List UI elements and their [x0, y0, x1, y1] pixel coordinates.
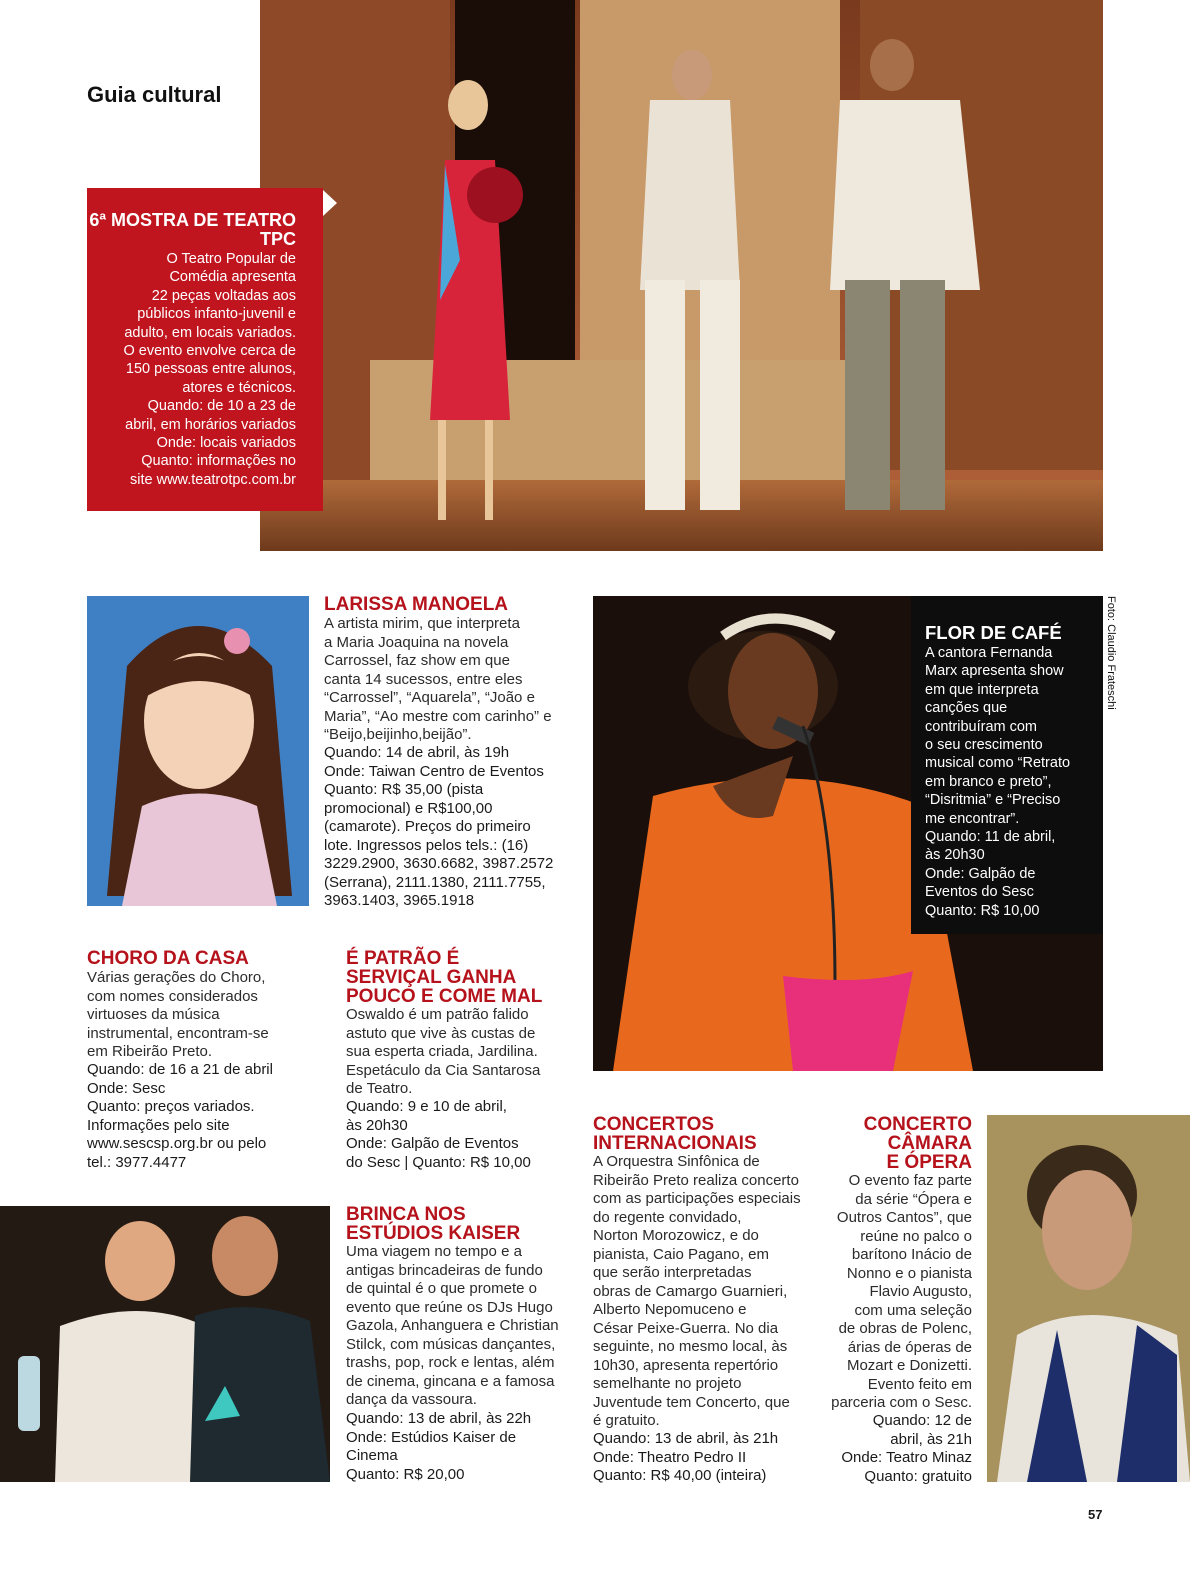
larissa-info-line: promocional) e R$100,00	[324, 799, 493, 817]
camara-desc-line: Evento feito em	[867, 1375, 972, 1393]
brinca-desc-line: evento que reúne os DJs Hugo	[346, 1298, 553, 1316]
brinca-desc-line: antigas brincadeiras de fundo	[346, 1261, 543, 1279]
flor-line: musical como “Retrato	[925, 755, 1071, 772]
choro-desc-line: Várias gerações do Choro,	[87, 969, 266, 986]
patrao-info-line: do Sesc | Quanto: R$ 10,00	[346, 1153, 531, 1171]
mostra-line: 22 peças voltadas aos	[151, 287, 296, 304]
concertos-desc-line: seguinte, no mesmo local, às	[593, 1338, 788, 1355]
camara-desc	[820, 1172, 972, 1413]
brinca-heading-line: ESTÚDIOS KAISER	[346, 1223, 521, 1244]
mostra-line: Quando: de 10 a 23 de	[147, 398, 296, 415]
concertos-info-line: Onde: Theatro Pedro II	[593, 1448, 747, 1466]
flor-line: Eventos do Sesc	[925, 884, 1034, 901]
concertos-desc-line: Ribeirão Preto realiza concerto	[593, 1171, 799, 1189]
larissa-desc	[324, 615, 564, 745]
larissa-desc-line: “Carrossel”, “Aquarela”, “João e	[324, 689, 535, 706]
flor-text	[925, 644, 1103, 920]
choro-info-line: Quando: de 16 a 21 de abril	[87, 1061, 273, 1078]
concertos-desc	[593, 1153, 828, 1431]
mostra-line: atores e técnicos.	[182, 379, 296, 396]
patrao-info-line: Quando: 9 e 10 de abril,	[346, 1098, 507, 1115]
concertos-info-line: Quando: 13 de abril, às 21h	[593, 1430, 779, 1447]
flor-line: canções que	[925, 700, 1008, 717]
patrao-heading-line: POUCO E COME MAL	[346, 986, 543, 1007]
choro-info-line: Onde: Sesc	[87, 1079, 166, 1097]
mostra-heading: 6ª MOSTRA DE TEATRO TPC	[89, 210, 296, 249]
patrao-desc-line: Espetáculo da Cia Santarosa	[346, 1061, 541, 1079]
brinca-info-line: Onde: Estúdios Kaiser de	[346, 1428, 517, 1446]
brinca-desc-line: Uma viagem no tempo e a	[346, 1243, 522, 1260]
concertos-info-line: Quanto: R$ 40,00 (inteira)	[593, 1467, 767, 1484]
patrao-desc	[346, 1006, 571, 1099]
flor-line: em branco e preto”,	[925, 773, 1052, 790]
larissa-desc-line: A artista mirim, que interpreta	[324, 615, 520, 632]
camara-desc-line: Outros Cantos”, que	[836, 1209, 972, 1226]
flor-box	[911, 596, 1103, 934]
mostra-line: Comédia apresenta	[169, 269, 296, 286]
brinca-desc-line: dança da vassoura.	[346, 1391, 477, 1408]
mostra-line: abril, em horários variados	[125, 416, 296, 433]
patrao-heading-line: É PATRÃO É	[346, 948, 460, 969]
brinca-info-line: Quando: 13 de abril, às 22h	[346, 1410, 532, 1427]
patrao-desc-line: de Teatro.	[346, 1080, 413, 1097]
mostra-box	[87, 188, 323, 511]
flor-line: Onde: Galpão de	[925, 865, 1036, 882]
larissa-desc-line: canta 14 sucessos, entre eles	[324, 670, 523, 688]
camara-info-line: abril, às 21h	[890, 1430, 972, 1448]
brinca-info-line: Quanto: R$ 20,00	[346, 1465, 465, 1483]
camara-info	[820, 1412, 972, 1486]
mostra-line: 150 pessoas entre alunos,	[125, 361, 296, 378]
camara-desc-line: Nonno e o pianista	[846, 1264, 972, 1282]
choro-desc-line: em Ribeirão Preto.	[87, 1043, 213, 1060]
flor-line: às 20h30	[925, 847, 985, 864]
larissa-info-line: Quando: 14 de abril, às 19h	[324, 744, 510, 761]
camara-heading	[820, 1115, 972, 1172]
camara-desc-line: de obras de Polenc,	[838, 1320, 972, 1337]
camara-info-line: Quando: 12 de	[872, 1412, 972, 1429]
larissa-desc-line: a Maria Joaquina na novela	[324, 633, 509, 651]
concertos-desc-line: com as participações especiais	[593, 1190, 801, 1207]
brinca-desc-line: de cinema, gincana e a famosa	[346, 1372, 555, 1390]
concertos-desc-line: Alberto Nepomuceno e	[593, 1301, 747, 1318]
larissa-info-line: Quanto: R$ 35,00 (pista	[324, 781, 484, 798]
choro-info	[87, 1061, 322, 1172]
larissa-info-line: (camarote). Preços do primeiro	[324, 818, 531, 835]
concertos-desc-line: César Peixe-Guerra. No dia	[593, 1319, 779, 1337]
choro-info-line: tel.: 3977.4477	[87, 1153, 187, 1171]
brinca-desc-line: Stilck, com músicas dançantes,	[346, 1335, 556, 1353]
larissa-desc-line: Carrossel, faz show em que	[324, 652, 510, 669]
page-number: 57	[1088, 1507, 1103, 1522]
camara-desc-line: O evento faz parte	[848, 1172, 972, 1189]
brinca-desc	[346, 1243, 571, 1410]
concertos-desc-line: A Orquestra Sinfônica de	[593, 1153, 760, 1170]
flor-line: contribuíram com	[925, 718, 1038, 735]
larissa-info-line: (Serrana), 2111.1380, 2111.7755,	[324, 873, 546, 891]
camara-desc-line: Flavio Augusto,	[869, 1283, 972, 1300]
flor-line: me encontrar”.	[925, 810, 1020, 827]
camara-desc-line: com uma seleção	[854, 1301, 972, 1319]
concertos-info	[593, 1430, 828, 1486]
brinca-desc-line: Gazola, Anhanguera e Christian	[346, 1317, 559, 1334]
choro-info-line: www.sescsp.org.br ou pelo	[87, 1135, 267, 1152]
camara-desc-line: Mozart e Donizetti.	[846, 1357, 972, 1374]
concertos-desc-line: obras de Camargo Guarnieri,	[593, 1282, 788, 1300]
larissa-desc-line: “Beijo,beijinho,beijão”.	[324, 726, 472, 743]
section-title: Guia cultural	[87, 82, 222, 107]
camara-info-line: Onde: Teatro Minaz	[841, 1449, 972, 1466]
larissa-info-line: 3229.2900, 3630.6682, 3987.2572	[324, 855, 554, 872]
larissa-info	[324, 744, 569, 911]
larissa-info-line: 3963.1403, 3965.1918	[324, 892, 475, 909]
larissa-info-line: Onde: Taiwan Centro de Eventos	[324, 762, 544, 780]
camara-desc-line: parceria com o Sesc.	[831, 1394, 972, 1411]
concertos-desc-line: que serão interpretadas	[593, 1264, 752, 1281]
mostra-line: Quanto: informações no	[141, 453, 296, 470]
concertos-heading-line: INTERNACIONAIS	[593, 1133, 757, 1154]
flor-line: “Disritmia” e “Preciso	[925, 792, 1061, 809]
patrao-info-line: às 20h30	[346, 1116, 408, 1134]
camara-desc-line: da série “Ópera e	[855, 1190, 972, 1208]
patrao-heading	[346, 949, 542, 1006]
larissa-portrait-image	[87, 596, 309, 906]
concertos-heading-line: CONCERTOS	[593, 1114, 715, 1135]
choro-desc-line: virtuoses da música	[87, 1006, 220, 1023]
concertos-heading	[593, 1115, 757, 1153]
patrao-desc-line: Oswaldo é um patrão falido	[346, 1006, 529, 1023]
patrao-desc-line: sua esperta criada, Jardilina.	[346, 1043, 538, 1060]
camara-heading-line: CÂMARA	[887, 1133, 972, 1154]
camara-desc-line: árias de óperas de	[847, 1338, 972, 1356]
theatre-scene-image	[260, 0, 1103, 551]
djs-party-image	[0, 1206, 330, 1482]
mostra-line: adulto, em locais variados.	[124, 324, 296, 341]
choro-info-line: Informações pelo site	[87, 1116, 230, 1134]
concertos-desc-line: semelhante no projeto	[593, 1375, 742, 1392]
brinca-info-line: Cinema	[346, 1447, 398, 1464]
concertos-desc-line: é gratuito.	[593, 1412, 660, 1429]
mostra-line: públicos infanto-juvenil e	[137, 306, 296, 323]
flor-line: em que interpreta	[925, 681, 1039, 698]
brinca-heading	[346, 1205, 520, 1243]
concertos-desc-line: Juventude tem Concerto, que	[593, 1393, 790, 1411]
patrao-desc-line: astuto que vive às custas de	[346, 1024, 536, 1042]
larissa-desc-line: Maria”, “Ao mestre com carinho” e	[324, 707, 552, 725]
camara-desc-line: barítono Inácio de	[851, 1246, 972, 1263]
concertos-desc-line: do regente convidado,	[593, 1208, 742, 1226]
camara-heading-line: E ÓPERA	[886, 1152, 972, 1173]
mostra-line: O evento envolve cerca de	[123, 343, 296, 360]
mostra-text	[87, 250, 296, 489]
larissa-photo	[87, 596, 309, 906]
concertos-desc-line: pianista, Caio Pagano, em	[593, 1245, 769, 1263]
mostra-line: Onde: locais variados	[156, 435, 296, 452]
photo-credit: Foto: Claudio Frateschi	[1105, 596, 1117, 710]
patrao-heading-line: SERVIÇAL GANHA	[346, 967, 517, 988]
concertos-desc-line: 10h30, apresenta repertório	[593, 1356, 779, 1374]
patrao-info	[346, 1098, 576, 1172]
mostra-line: site www.teatrotpc.com.br	[130, 471, 296, 488]
brinca-info	[346, 1410, 571, 1484]
brinca-desc-line: trashs, pop, rock e lentas, além	[346, 1354, 555, 1371]
choro-desc-line: instrumental, encontram-se	[87, 1024, 269, 1042]
baritone-photo	[987, 1115, 1190, 1482]
larissa-heading: LARISSA MANOELA	[324, 594, 509, 615]
flor-line: Marx apresenta show	[925, 663, 1064, 680]
concertos-desc-line: Norton Morozowicz, e do	[593, 1227, 759, 1244]
camara-heading-line: CONCERTO	[863, 1114, 972, 1135]
djs-photo	[0, 1206, 330, 1482]
baritone-portrait-image	[987, 1115, 1190, 1482]
camara-desc-line: reúne no palco o	[860, 1227, 972, 1245]
mostra-line: O Teatro Popular de	[166, 251, 296, 267]
patrao-info-line: Onde: Galpão de Eventos	[346, 1135, 519, 1152]
flor-line: o seu crescimento	[925, 737, 1043, 754]
choro-desc	[87, 969, 317, 1062]
larissa-info-line: lote. Ingressos pelos tels.: (16)	[324, 836, 529, 854]
choro-heading: CHORO DA CASA	[87, 948, 249, 969]
theatre-photo	[260, 0, 1103, 551]
flor-line: Quanto: R$ 10,00	[925, 902, 1040, 919]
flor-line: Quando: 11 de abril,	[925, 829, 1056, 846]
flor-line: A cantora Fernanda	[925, 645, 1053, 661]
choro-info-line: Quanto: preços variados.	[87, 1098, 255, 1115]
brinca-heading-line: BRINCA NOS	[346, 1204, 466, 1225]
choro-desc-line: com nomes considerados	[87, 987, 258, 1005]
brinca-desc-line: de quintal é o que promete o	[346, 1280, 537, 1297]
flor-heading: FLOR DE CAFÉ	[925, 622, 1062, 643]
arrow-pointer-icon	[323, 190, 337, 216]
camara-info-line: Quanto: gratuito	[864, 1467, 972, 1485]
